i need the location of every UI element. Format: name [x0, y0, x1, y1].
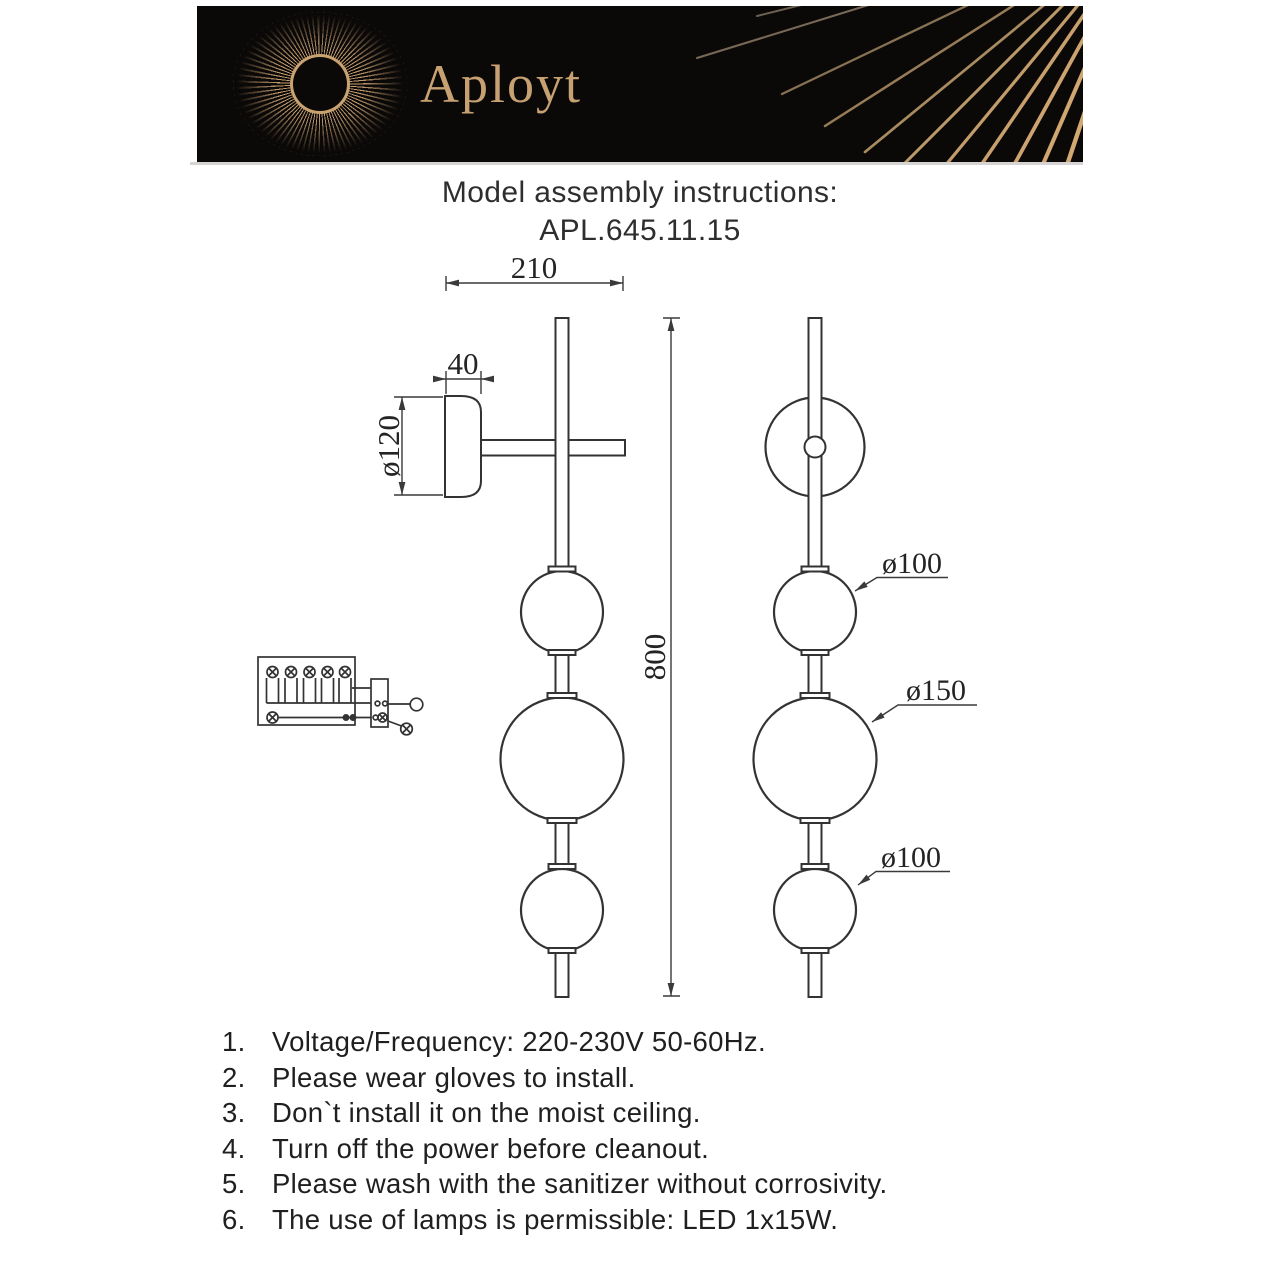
item-text: The use of lamps is permissible: LED 1x15W.	[272, 1203, 839, 1235]
dimension-label-width: 210	[510, 250, 558, 285]
dimension-label-middle-sphere: ø150	[906, 674, 966, 707]
item-number: 3.	[222, 1097, 246, 1128]
item-number: 6.	[222, 1203, 246, 1235]
item-text: Voltage/Frequency: 220-230V 50-60Hz.	[272, 1026, 766, 1057]
lamp-legs	[267, 678, 352, 703]
item-number: 5.	[222, 1168, 246, 1199]
dimension-label-height: 800	[637, 633, 672, 681]
list-item	[222, 1131, 1102, 1167]
item-text: Please wash with the sanitizer without corrosivity.	[272, 1168, 888, 1199]
dimension-label-plate-diameter: ø120	[371, 415, 406, 477]
wiring-diagram	[258, 657, 423, 735]
dimension-lines	[394, 276, 977, 996]
model-number: APL.645.11.15	[539, 214, 741, 247]
item-number: 1.	[222, 1026, 246, 1057]
list-item	[222, 1095, 1102, 1131]
item-number: 2.	[222, 1061, 246, 1093]
list-item	[222, 1060, 1102, 1096]
list-item	[222, 1166, 1102, 1202]
page-title: Model assembly instructions:	[441, 176, 839, 209]
item-text: Don`t install it on the moist ceiling.	[272, 1097, 701, 1128]
item-number: 4.	[222, 1132, 246, 1164]
dimension-label-bottom-sphere: ø100	[881, 841, 941, 874]
instruction-list	[222, 1024, 1102, 1237]
item-text: Turn off the power before cleanout.	[272, 1132, 710, 1164]
list-item	[222, 1024, 1102, 1060]
lamp-symbols-row	[267, 667, 351, 678]
list-item	[222, 1202, 1102, 1238]
brand-name: Aployt	[420, 54, 583, 114]
item-text: Please wear gloves to install.	[272, 1061, 636, 1093]
side-view-drawing	[445, 318, 625, 997]
dimension-label-depth: 40	[447, 346, 479, 381]
front-view-drawing	[754, 318, 877, 997]
dimension-label-top-sphere: ø100	[882, 547, 942, 580]
